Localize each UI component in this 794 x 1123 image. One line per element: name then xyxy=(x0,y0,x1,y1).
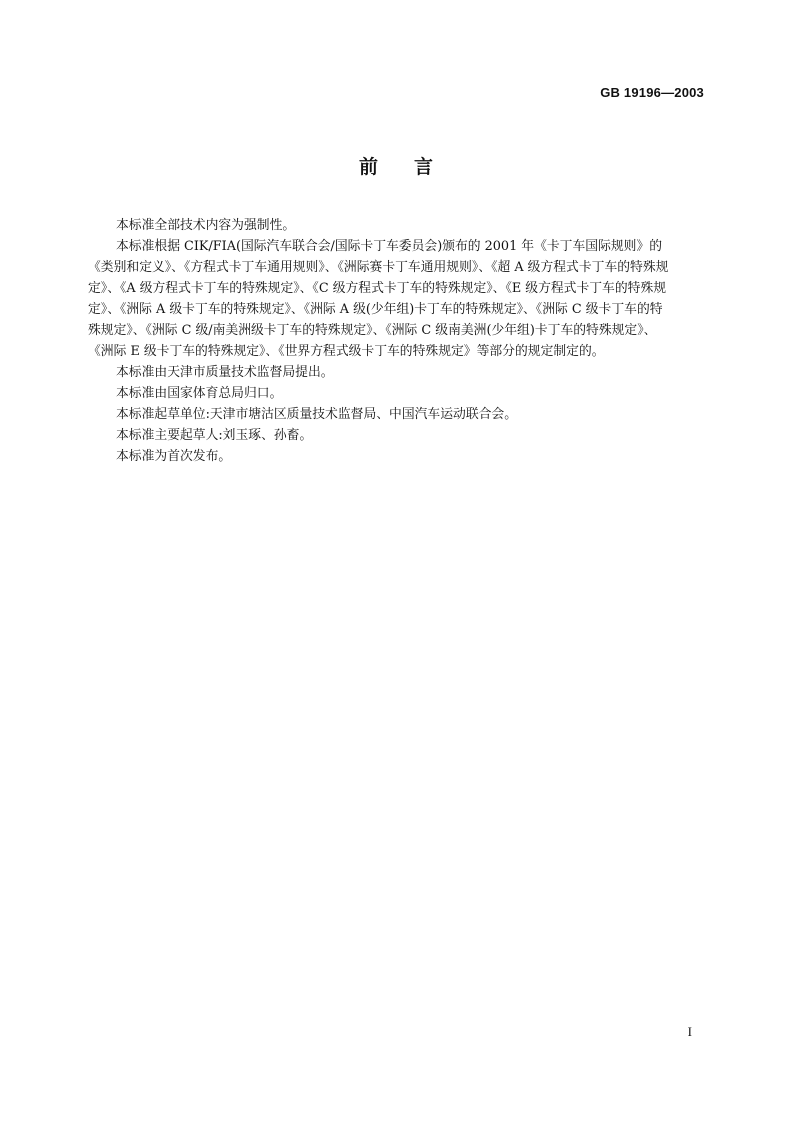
paragraph-basis-line: 本标准根据 CIK/FIA(国际汽车联合会/国际卡丁车委员会)颁布的 2001 年《卡丁车国际规则》的 xyxy=(116,239,663,254)
paragraph-basis-line: 定》、《A 级方程式卡丁车的特殊规定》、《C 级方程式卡丁车的特殊规定》、《E 级方程式卡丁车的特殊规 xyxy=(88,281,667,296)
paragraph-basis-line: 定》、《洲际 A 级卡丁车的特殊规定》、《洲际 A 级(少年组)卡丁车的特殊规定》、《洲际 C 级卡丁车的特 xyxy=(88,302,663,317)
paragraph-basis-line: 《洲际 E 级卡丁车的特殊规定》、《世界方程式级卡丁车的特殊规定》等部分的规定制定的。 xyxy=(88,344,605,359)
paragraph-basis xyxy=(88,236,704,362)
paragraph-mandatory: 本标准全部技术内容为强制性。 xyxy=(116,218,296,233)
standard-number: GB 19196—2003 xyxy=(600,85,704,100)
page-title xyxy=(0,152,794,179)
paragraph-drafters: 本标准主要起草人:刘玉琢、孙畜。 xyxy=(116,428,313,443)
paragraph-proposed-by: 本标准由天津市质量技术监督局提出。 xyxy=(116,365,334,380)
paragraph-centralized-by: 本标准由国家体育总局归口。 xyxy=(116,386,283,401)
title-char-1: 前 xyxy=(358,156,380,178)
paragraph-first-release: 本标准为首次发布。 xyxy=(116,449,232,464)
paragraph-basis-line: 殊规定》、《洲际 C 级/南美洲级卡丁车的特殊规定》、《洲际 C 级南美洲(少年组)卡丁车的特殊规定》、 xyxy=(88,323,657,338)
title-char-2: 言 xyxy=(414,156,436,178)
foreword-body xyxy=(88,215,704,467)
paragraph-drafting-units: 本标准起草单位:天津市塘沽区质量技术监督局、中国汽车运动联合会。 xyxy=(116,407,518,422)
page-number: I xyxy=(687,1024,692,1039)
paragraph-basis-line: 《类别和定义》、《方程式卡丁车通用规则》、《洲际赛卡丁车通用规则》、《超 A 级方程式卡丁车的特殊规 xyxy=(88,260,669,275)
